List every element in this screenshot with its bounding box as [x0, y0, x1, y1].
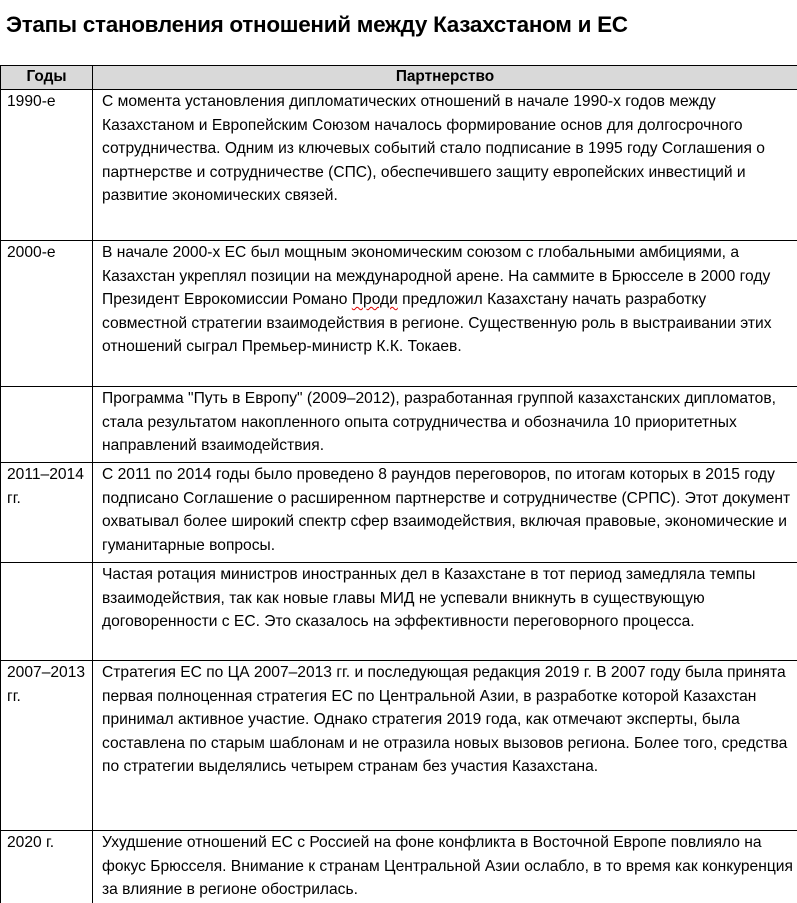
row-period: 2011–2014 гг.	[1, 463, 93, 563]
row-period: 2020 г.	[1, 831, 93, 903]
row-text: Программа "Путь в Европу" (2009–2012), разработанная группой казахстанских дипломатов, стала результатом накопленного опыта сотрудничества и обозначила 10 приоритетных направлений взаимодействия.	[93, 387, 797, 463]
timeline-table	[0, 65, 797, 903]
table-row	[1, 387, 797, 463]
row-period: 2007–2013 гг.	[1, 661, 93, 831]
row-period: 2000-е	[1, 241, 93, 387]
row-text-part: предложил Казахстану начать разработку совместной стратегии взаимодействия в регионе. Существенную роль в выстраивании этих отношений сыграл Премьер-министр К.К. Токаев.	[102, 291, 772, 355]
row-period	[1, 563, 93, 661]
header-period: Годы	[1, 66, 93, 90]
table-row	[1, 463, 797, 563]
row-period	[1, 387, 93, 463]
row-text: Ухудшение отношений ЕС с Россией на фоне конфликта в Восточной Европе повлияло на фокус Брюсселя. Внимание к странам Центральной Азии ослабло, в то время как конкуренция за влияние в регионе обострилась.	[93, 831, 797, 903]
row-period: 1990-е	[1, 90, 93, 241]
table-header-row	[1, 66, 797, 90]
table-row	[1, 563, 797, 661]
row-text: С 2011 по 2014 годы было проведено 8 раундов переговоров, по итогам которых в 2015 году подписано Соглашение о расширенном партнерстве и сотрудничестве (СРПС). Этот документ охватывал более широкий спектр сфер взаимодействия, включая правовые, экономические и гуманитарные вопросы.	[93, 463, 797, 563]
row-text: С момента установления дипломатических отношений в начале 1990-х годов между Казахстаном и Европейским Союзом началось формирование основ для долгосрочного сотрудничества. Одним из ключевых событий стало подписание в 1995 году Соглашения о партнерстве и сотрудничестве (СПС), обеспечившего защиту европейских инвестиций и развитие экономических связей.	[93, 90, 797, 241]
table-row	[1, 241, 797, 387]
spellcheck-flagged-word: Проди	[352, 291, 398, 308]
table-row	[1, 90, 797, 241]
row-text: Частая ротация министров иностранных дел в Казахстане в тот период замедляла темпы взаимодействия, так как новые главы МИД не успевали вникнуть в существующую договоренности с ЕС. Это сказалось на эффективности переговорного процесса.	[93, 563, 797, 661]
row-text-part: В начале 2000-х ЕС был мощным экономическим союзом с глобальными амбициями, а Казахстан укреплял позиции на международной арене. На саммите в Брюсселе в 2000 году Президент Еврокомиссии Романо	[102, 244, 770, 308]
row-text: Стратегия ЕС по ЦА 2007–2013 гг. и последующая редакция 2019 г. В 2007 году была принята первая полноценная стратегия ЕС по Центральной Азии, в разработке которой Казахстан принимал активное участие. Однако стратегия 2019 года, как отмечают эксперты, была составлена по старым шаблонам и не отразила новых вызовов региона. Более того, средства по стратегии выделялись четырем странам без участия Казахстана.	[93, 661, 797, 831]
page-title: Этапы становления отношений между Казахстаном и ЕС	[6, 12, 628, 38]
row-text	[93, 241, 797, 387]
header-partnership: Партнерство	[93, 66, 797, 90]
table-row	[1, 831, 797, 903]
table-row	[1, 661, 797, 831]
